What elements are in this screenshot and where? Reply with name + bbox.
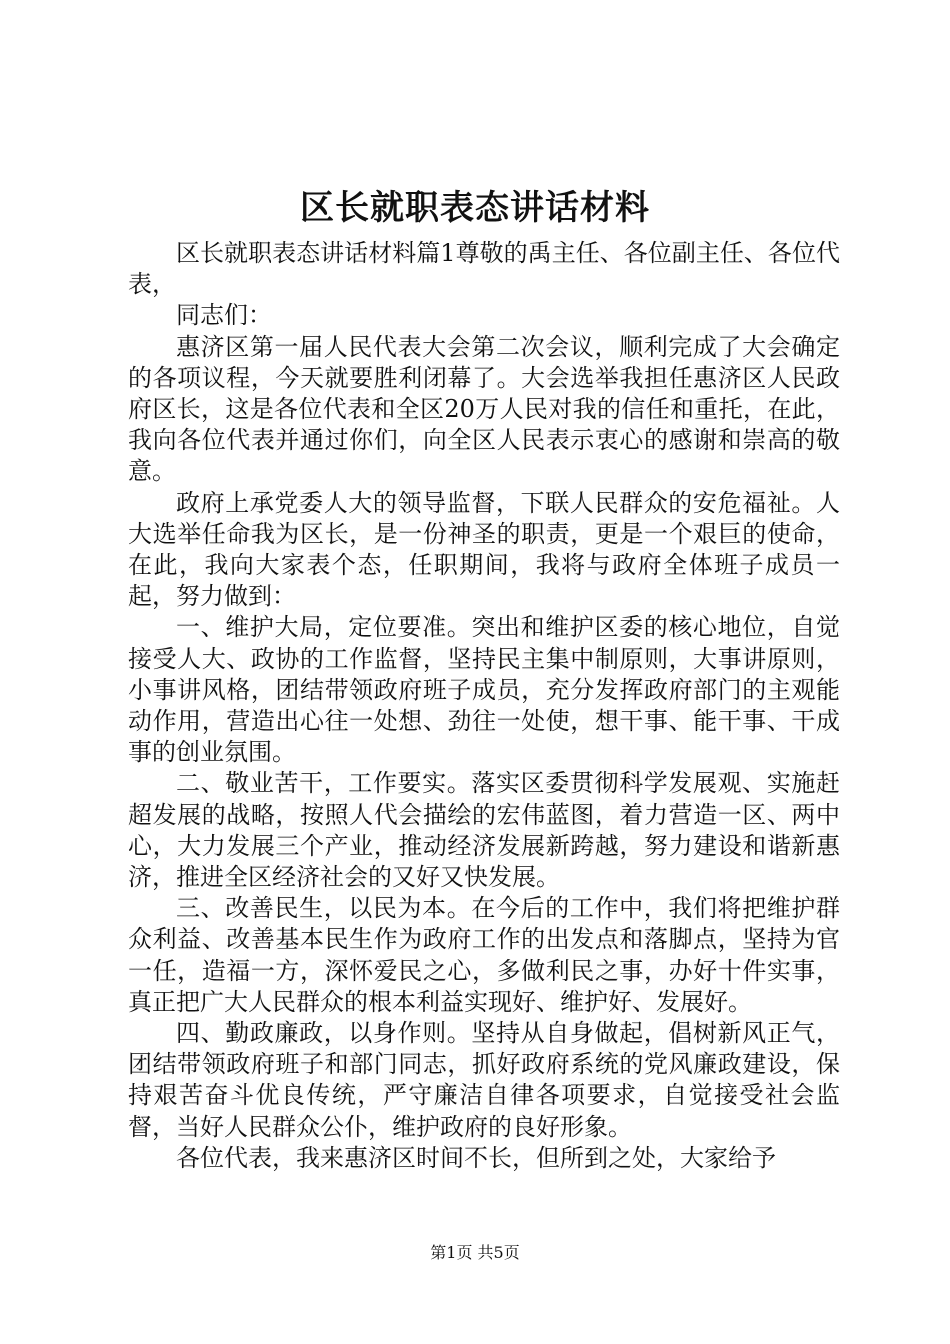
paragraph-9: 各位代表，我来惠济区时间不长，但所到之处，大家给予: [176, 1143, 776, 1172]
document-title: 区长就职表态讲话材料: [300, 188, 650, 228]
page-footer: 第1页 共5页: [430, 1243, 520, 1262]
paragraph-7: 三、改善民生，以民为本。在今后的工作中，我们将把维护群众利益、改善基本民生作为政府工作的出发点和落脚点，坚持为官一任，造福一方，深怀爱民之心，多做利民之事，办好十件实事，真正把广大人民群众的根本利益实现好、维护好、发展好。: [128, 894, 840, 1016]
paragraph-3: 惠济区第一届人民代表大会第二次会议，顺利完成了大会确定的各项议程，今天就要胜利闭幕了。大会选举我担任惠济区人民政府区长，这是各位代表和全区20万人民对我的信任和重托，在此，我向各位代表并通过你们，向全区人民表示衷心的感谢和崇高的敬意。: [128, 332, 840, 486]
paragraph-2: 同志们：: [176, 301, 272, 330]
paragraph-6: 二、敬业苦干，工作要实。落实区委贯彻科学发展观、实施赶超发展的战略，按照人代会描绘的宏伟蓝图，着力营造一区、两中心，大力发展三个产业，推动经济发展新跨越，努力建设和谐新惠济，推进全区经济社会的又好又快发展。: [128, 769, 840, 892]
document-body: [128, 238, 840, 1174]
paragraph-1: 区长就职表态讲话材料篇1尊敬的禹主任、各位副主任、各位代表，: [128, 239, 840, 299]
paragraph-8: 四、勤政廉政，以身作则。坚持从自身做起，倡树新风正气，团结带领政府班子和部门同志，抓好政府系统的党风廉政建设，保持艰苦奋斗优良传统，严守廉洁自律各项要求，自觉接受社会监督，当好人民群众公仆，维护政府的良好形象。: [128, 1019, 840, 1141]
paragraph-4: 政府上承党委人大的领导监督，下联人民群众的安危福祉。人大选举任命我为区长，是一份神圣的职责，更是一个艰巨的使命，在此，我向大家表个态，任职期间，我将与政府全体班子成员一起，努力做到：: [128, 488, 840, 611]
paragraph-5: 一、维护大局，定位要准。突出和维护区委的核心地位，自觉接受人大、政协的工作监督，坚持民主集中制原则，大事讲原则，小事讲风格，团结带领政府班子成员，充分发挥政府部门的主观能动作用，营造出心往一处想、劲往一处使，想干事、能干事、干成事的创业氛围。: [128, 613, 840, 767]
